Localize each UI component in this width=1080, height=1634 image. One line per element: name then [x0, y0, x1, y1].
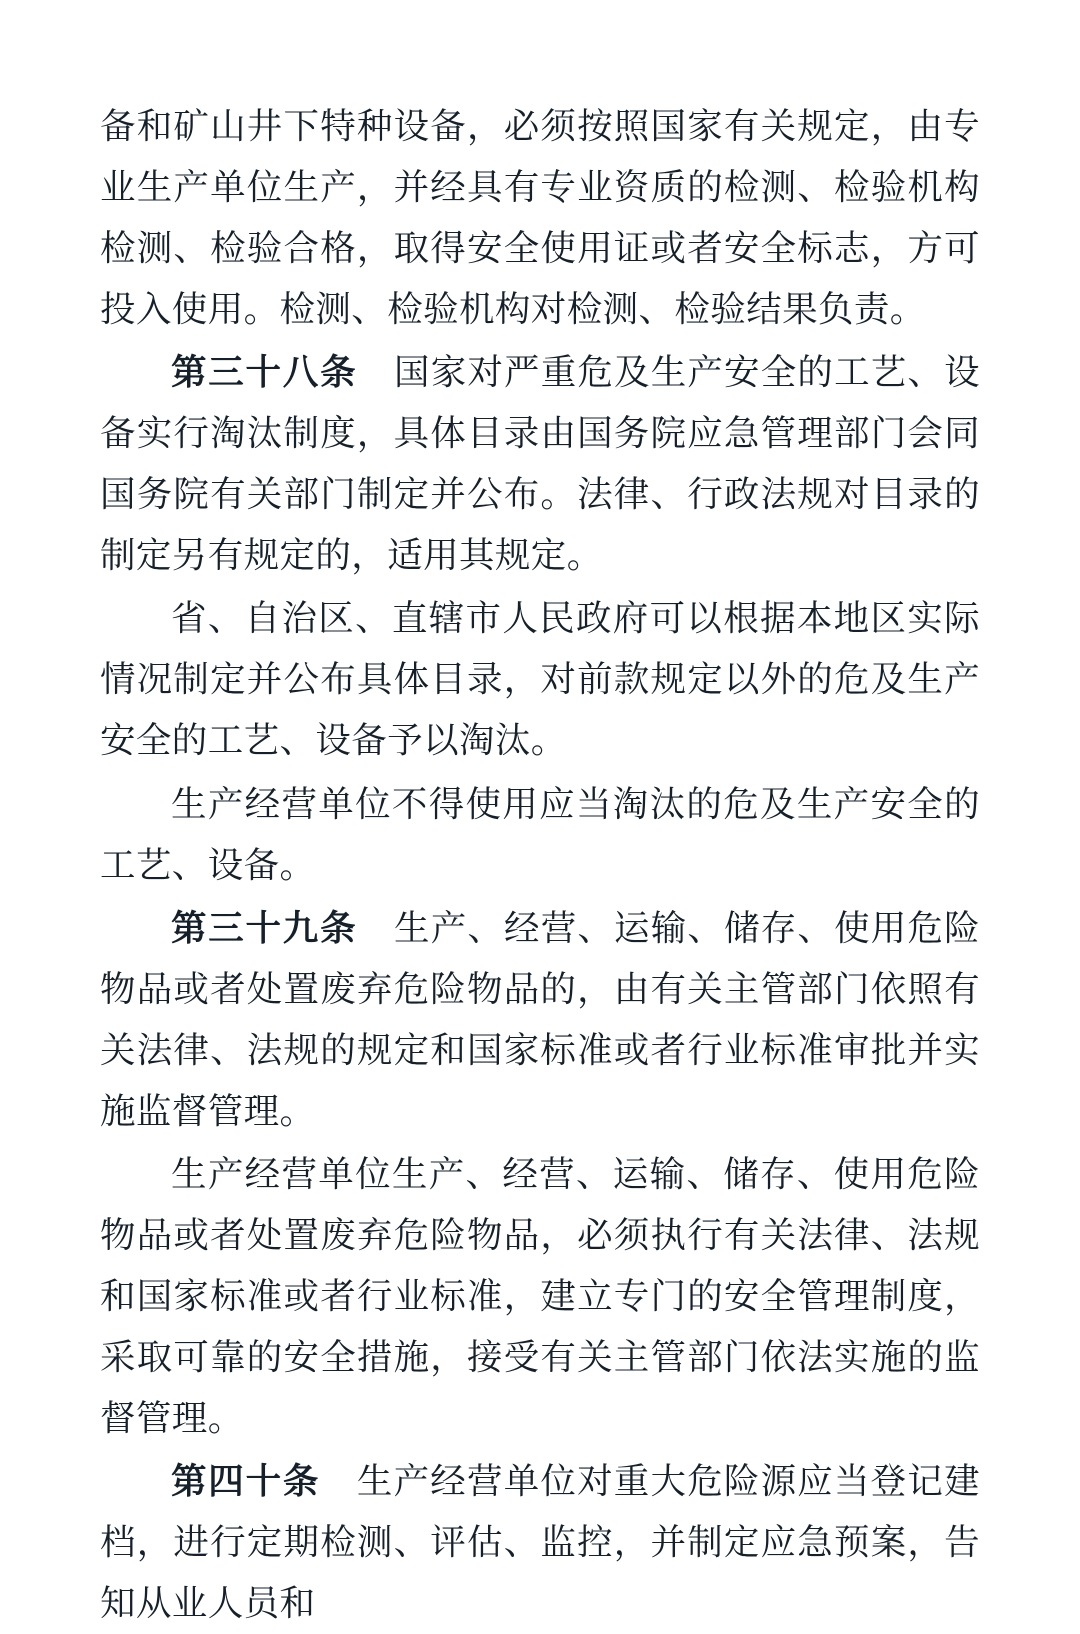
article-label: 第三十九条 [171, 907, 358, 949]
spacer [320, 1461, 357, 1502]
paragraph-text: 备和矿山井下特种设备，必须按照国家有关规定，由专业生产单位生产，并经具有专业资质的检测、检验机构检测、检验合格，取得安全使用证或者安全标志，方可投入使用。检测、检验机构对检测、检验结果负责。 [100, 106, 980, 331]
article-label: 第四十条 [171, 1461, 321, 1503]
paragraph-article-40-1 [100, 1451, 980, 1634]
paragraph-article-39-1 [100, 898, 980, 1142]
spacer [357, 352, 394, 393]
article-label: 第三十八条 [171, 352, 358, 394]
paragraph-continued-37 [100, 96, 980, 340]
paragraph-article-39-2 [100, 1144, 980, 1449]
paragraph-text: 生产经营单位生产、经营、运输、储存、使用危险物品或者处置废弃危险物品，必须执行有关法律、法规和国家标准或者行业标准，建立专门的安全管理制度，采取可靠的安全措施，接受有关主管部门依法实施的监督管理。 [100, 1153, 980, 1439]
paragraph-text: 生产、经营、运输、储存、使用危险物品或者处置废弃危险物品的，由有关主管部门依照有关法律、法规的规定和国家标准或者行业标准审批并实施监督管理。 [100, 907, 980, 1132]
document-body [100, 96, 980, 1634]
paragraph-text: 生产经营单位对重大危险源应当登记建档，进行定期检测、评估、监控，并制定应急预案，告知从业人员和 [100, 1461, 980, 1625]
paragraph-article-38-2 [100, 588, 980, 771]
paragraph-text: 生产经营单位不得使用应当淘汰的危及生产安全的工艺、设备。 [100, 783, 980, 886]
paragraph-text: 国家对严重危及生产安全的工艺、设备实行淘汰制度，具体目录由国务院应急管理部门会同国务院有关部门制定并公布。法律、行政法规对目录的制定另有规定的，适用其规定。 [100, 352, 980, 577]
paragraph-text: 省、自治区、直辖市人民政府可以根据本地区实际情况制定并公布具体目录，对前款规定以外的危及生产安全的工艺、设备予以淘汰。 [100, 598, 980, 762]
paragraph-article-38-3 [100, 774, 980, 896]
paragraph-article-38-1 [100, 342, 980, 586]
spacer [357, 908, 394, 949]
